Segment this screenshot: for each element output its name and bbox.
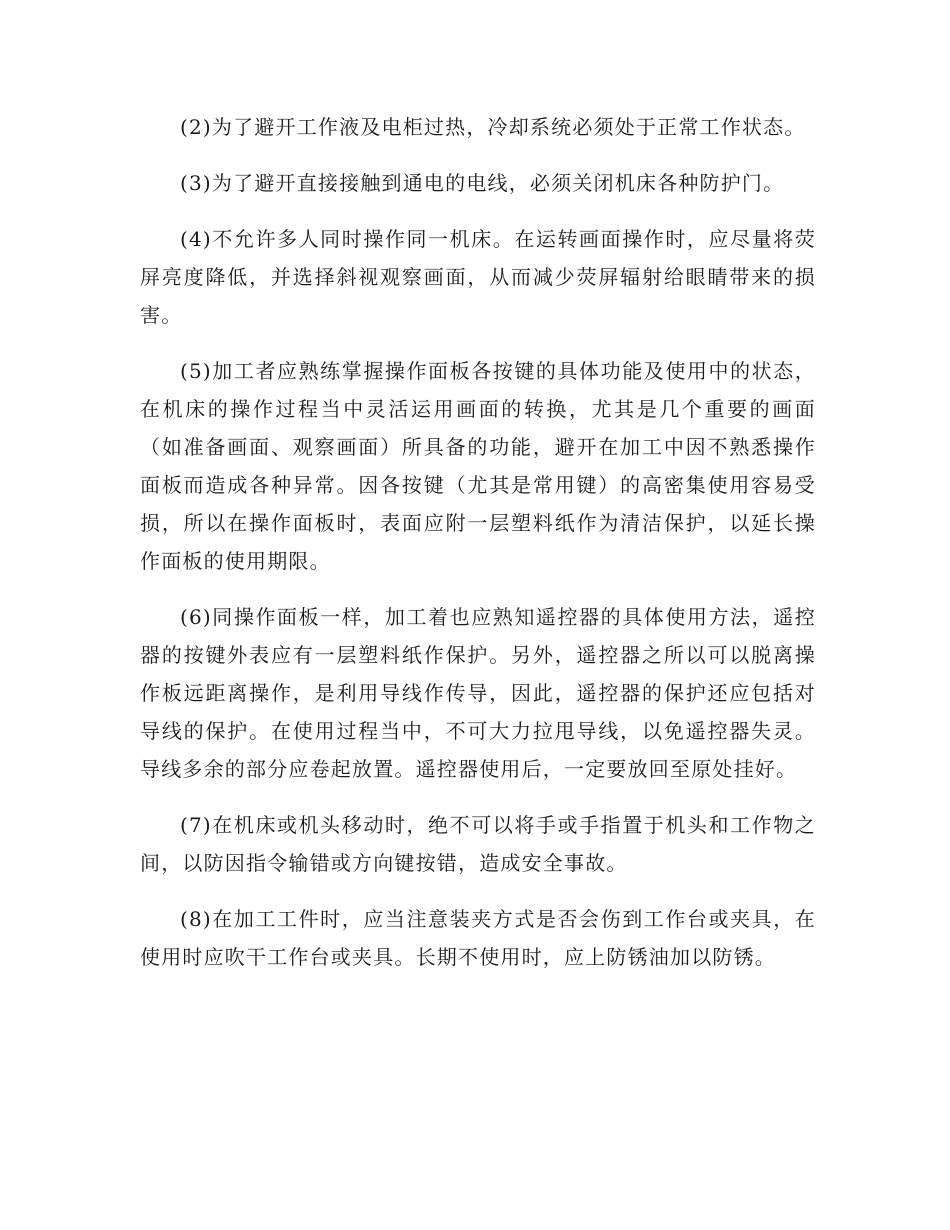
paragraph-item-8: (8)在加工工件时，应当注意装夹方式是否会伤到工作台或夹具，在使用时应吹干工作台或夹具。长期不使用时，应上防锈油加以防锈。 (140, 907, 816, 969)
paragraph-item-7: (7)在机床或机头移动时，绝不可以将手或手指置于机头和工作物之间，以防因指令输错或方向键按错，造成安全事故。 (140, 813, 816, 875)
paragraph-item-3: (3)为了避开直接接触到通电的电线，必须关闭机床各种防护门。 (180, 171, 785, 195)
paragraph-item-2: (2)为了避开工作液及电柜过热，冷却系统必须处于正常工作状态。 (180, 115, 806, 139)
paragraph-item-4: (4)不允许多人同时操作同一机床。在运转画面操作时，应尽量将荧屏亮度降低，并选择斜视观察画面，从而减少荧屏辐射给眼睛带来的损害。 (140, 227, 816, 327)
document-body (140, 108, 816, 994)
paragraph-item-5: (5)加工者应熟练掌握操作面板各按键的具体功能及使用中的状态，在机床的操作过程当中灵活运用画面的转换，尤其是几个重要的画面（如准备画面、观察画面）所具备的功能，避开在加工中因不熟悉操作面板而造成各种异常。因各按键（尤其是常用键）的高密集使用容易受损，所以在操作面板时，表面应附一层塑料纸作为清洁保护，以延长操作面板的使用期限。 (140, 359, 816, 573)
paragraph-item-6: (6)同操作面板一样，加工着也应熟知遥控器的具体使用方法，遥控器的按键外表应有一层塑料纸作保护。另外，遥控器之所以可以脱离操作板远距离操作，是利用导线作传导，因此，遥控器的保护还应包括对导线的保护。在使用过程当中，不可大力拉甩导线，以免遥控器失灵。导线多余的部分应卷起放置。遥控器使用后，一定要放回至原处挂好。 (140, 605, 816, 781)
